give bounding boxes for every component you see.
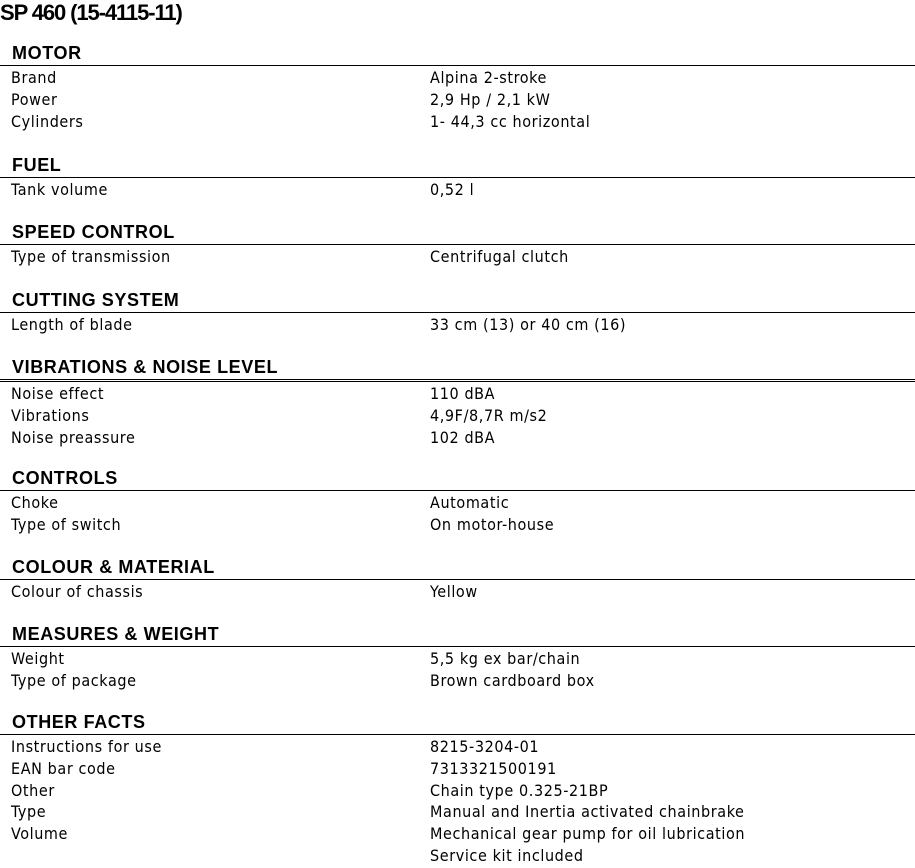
spec-label: Type [11,802,47,822]
spec-value: Automatic [430,493,510,512]
spec-row [0,670,915,692]
spec-row [0,314,915,336]
spec-value: On motor-house [430,514,555,534]
spec-label: Noise preassure [11,427,136,447]
spec-row [0,801,915,823]
spec-label: Vibrations [11,405,90,425]
section-heading: CONTROLS [12,468,118,488]
section-colour-material [0,555,915,603]
spec-label: Instructions for use [11,737,162,756]
spec-value: 0,52 l [430,180,475,199]
spec-value: 102 dBA [430,427,496,447]
spec-label: Brand [11,68,57,87]
spec-row [0,514,915,536]
spec-value: 1- 44,3 cc horizontal [430,111,591,131]
spec-value [430,823,745,867]
spec-row [0,427,915,449]
spec-value: 110 dBA [430,384,496,403]
spec-label: Noise effect [11,384,105,403]
spec-label: Power [11,89,58,109]
section-cutting-system [0,288,915,336]
spec-row [0,758,915,780]
section-heading: COLOUR & MATERIAL [12,557,215,577]
section-vibrations-noise [0,355,915,448]
spec-value: Yellow [430,582,478,601]
spec-value: Alpina 2-stroke [430,68,547,87]
spec-label: Weight [11,649,65,668]
spec-row [0,492,915,514]
spec-row [0,581,915,603]
spec-label: Other [11,780,55,800]
spec-label: Type of package [11,670,137,690]
spec-row [0,780,915,802]
spec-value: 33 cm (13) or 40 cm (16) [430,315,627,334]
spec-row [0,648,915,670]
section-speed-control [0,220,915,268]
spec-row [0,111,915,133]
spec-label: EAN bar code [11,758,116,778]
spec-value-line: Service kit included [430,845,584,865]
spec-value: 8215-3204-01 [430,737,540,756]
spec-row [0,89,915,111]
document-title: SP 460 (15-4115-11) [0,0,182,25]
spec-label: Length of blade [11,315,133,334]
spec-value: Manual and Inertia activated chainbrake [430,802,745,822]
spec-row [0,736,915,758]
spec-label: Choke [11,493,59,512]
spec-value: Brown cardboard box [430,670,595,690]
spec-value-line: Mechanical gear pump for oil lubrication [430,824,746,844]
section-heading: MEASURES & WEIGHT [12,624,220,644]
spec-label: Colour of chassis [11,582,144,601]
spec-label: Type of transmission [11,247,171,266]
spec-row [0,383,915,405]
spec-value: 7313321500191 [430,758,557,778]
spec-row [0,179,915,201]
spec-value: 2,9 Hp / 2,1 kW [430,89,551,109]
spec-label: Tank volume [11,180,108,199]
spec-value: 5,5 kg ex bar/chain [430,649,581,668]
spec-value: Centrifugal clutch [430,247,569,266]
spec-row [0,246,915,268]
section-controls [0,466,915,536]
spec-row [0,67,915,89]
spec-row [0,823,915,865]
section-heading: FUEL [12,155,62,175]
section-fuel [0,153,915,201]
section-heading: OTHER FACTS [12,712,146,732]
section-motor [0,41,915,132]
section-measures-weight [0,622,915,692]
section-heading: VIBRATIONS & NOISE LEVEL [12,357,279,377]
spec-label: Type of switch [11,514,122,534]
spec-value: Chain type 0.325-21BP [430,780,609,800]
spec-label: Volume [11,824,69,844]
section-heading: CUTTING SYSTEM [12,290,180,310]
spec-value: 4,9F/8,7R m/s2 [430,405,548,425]
section-other-facts [0,710,915,865]
spec-row [0,405,915,427]
spec-label: Cylinders [11,111,84,131]
section-heading: MOTOR [12,43,82,63]
section-heading: SPEED CONTROL [12,222,175,242]
